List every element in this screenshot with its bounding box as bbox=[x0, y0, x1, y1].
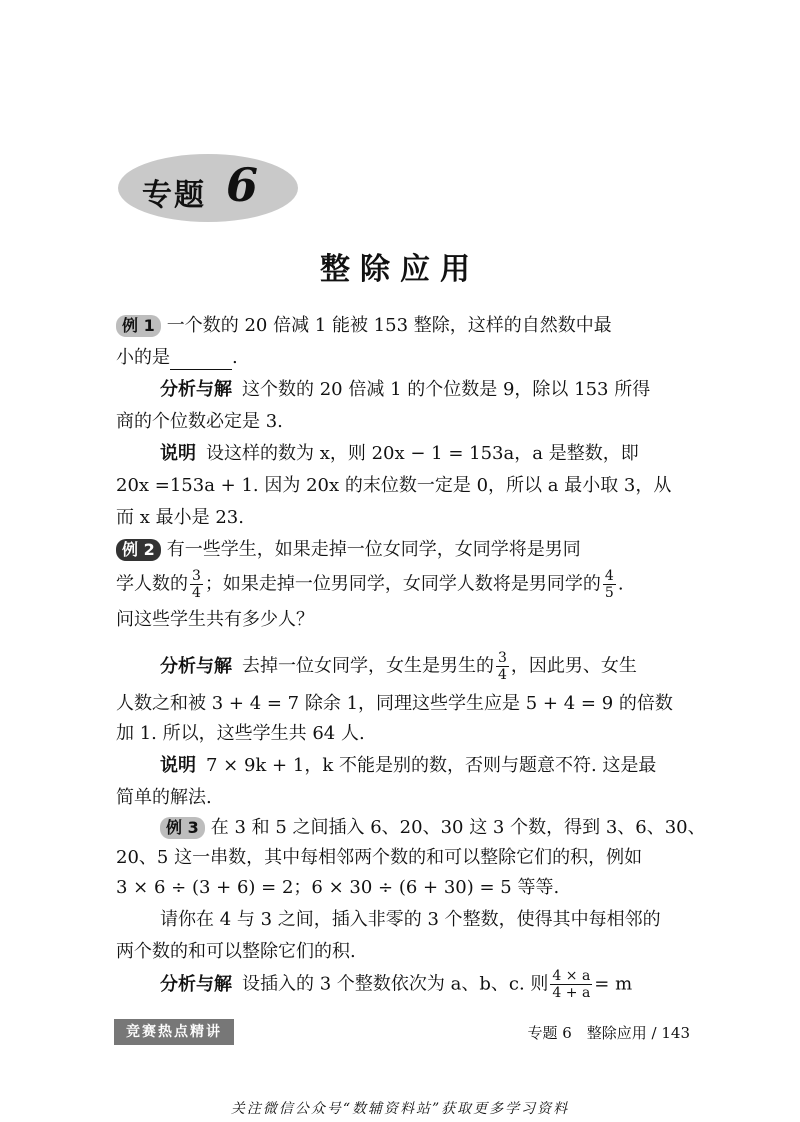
ex3-question-line-5: 两个数的和可以整除它们的积. bbox=[116, 941, 356, 962]
ex2-analysis-line-2: 人数之和被 3 + 4 = 7 除余 1，同理这些学生应是 5 + 4 = 9 的倍数 bbox=[116, 693, 673, 714]
ex1-note-line-2: 20x =153a + 1. 因为 20x 的末位数一定是 0，所以 a 最小取 3，从 bbox=[116, 475, 672, 496]
ex1-note-line-1: 说明 设这样的数为 x，则 20x − 1 = 153a，a 是整数，即 bbox=[160, 443, 639, 464]
ex2-analysis-line-1: 分析与解 去掉一位女同学，女生是男生的 $\frac{3}{4}$ ，因此男、女生 bbox=[160, 650, 637, 683]
section-badge: 竞赛热点精讲 bbox=[114, 1019, 234, 1045]
ex1-question-line-2: 小的是 . bbox=[116, 347, 238, 368]
chapter-label: 专题 bbox=[142, 178, 206, 213]
ex2-tag: 例 2 bbox=[116, 539, 161, 561]
ex3-question-line-3: 3 × 6 ÷ (3 + 6) = 2；6 × 30 ÷ (6 + 30) = 5 等等. bbox=[116, 877, 560, 898]
ex3-question-line-4: 请你在 4 与 3 之间，插入非零的 3 个整数，使得其中每相邻的 bbox=[160, 909, 661, 930]
ex1-tag: 例 1 bbox=[116, 315, 161, 337]
ex3-question-line-1: 例 3 在 3 和 5 之间插入 6、20、30 这 3 个数，得到 3、6、30、 bbox=[160, 816, 730, 840]
watermark-text: 关注微信公众号“数辅资料站”获取更多学习资料 bbox=[230, 1101, 570, 1117]
page-title: 整除应用 bbox=[320, 252, 480, 287]
ex2-analysis-line-3: 加 1. 所以，这些学生共 64 人. bbox=[116, 723, 365, 744]
ex2-question-line-1: 例 2 有一些学生，如果走掉一位女同学，女同学将是男同 bbox=[116, 538, 686, 562]
fraction: $\frac{3}{4}$ bbox=[192, 568, 201, 601]
ex3-analysis-line-1: 分析与解 设插入的 3 个整数依次为 a、b、c. 则 $\frac{4 \times a}{4 + a}$ = m bbox=[160, 968, 633, 1001]
ex3-tag: 例 3 bbox=[160, 817, 205, 839]
ex2-question-line-3: 问这些学生共有多少人？ bbox=[116, 609, 314, 630]
ex2-note-line-1: 说明 7 × 9k + 1，k 不能是别的数，否则与题意不符. 这是最 bbox=[160, 755, 657, 776]
fraction: $\frac{3}{4}$ bbox=[498, 650, 507, 683]
answer-blank bbox=[170, 353, 232, 370]
ex2-note-line-2: 简单的解法. bbox=[116, 787, 212, 808]
fraction: $\frac{4}{5}$ bbox=[604, 568, 614, 601]
ex1-analysis-line-2: 商的个位数必定是 3. bbox=[116, 411, 283, 432]
fraction: $\frac{4 \times a}{4 + a}$ bbox=[552, 968, 591, 1001]
ex1-question-line-1: 例 1 一个数的 20 倍减 1 能被 153 整除，这样的自然数中最 bbox=[116, 314, 686, 338]
running-footer: 专题 6 整除应用 / 143 bbox=[527, 1024, 690, 1042]
chapter-number: 6 bbox=[226, 158, 259, 212]
ex1-note-line-3: 而 x 最小是 23. bbox=[116, 507, 244, 528]
ex2-question-line-2: 学人数的 $\frac{3}{4}$ ；如果走掉一位男同学，女同学人数将是男同学的 $\frac{4}{5}$ . bbox=[116, 568, 624, 601]
ex1-analysis-line-1: 分析与解 这个数的 20 倍减 1 的个位数是 9，除以 153 所得 bbox=[160, 379, 651, 400]
ex3-question-line-2: 20、5 这一串数，其中每相邻两个数的和可以整除它们的积，例如 bbox=[116, 847, 643, 868]
